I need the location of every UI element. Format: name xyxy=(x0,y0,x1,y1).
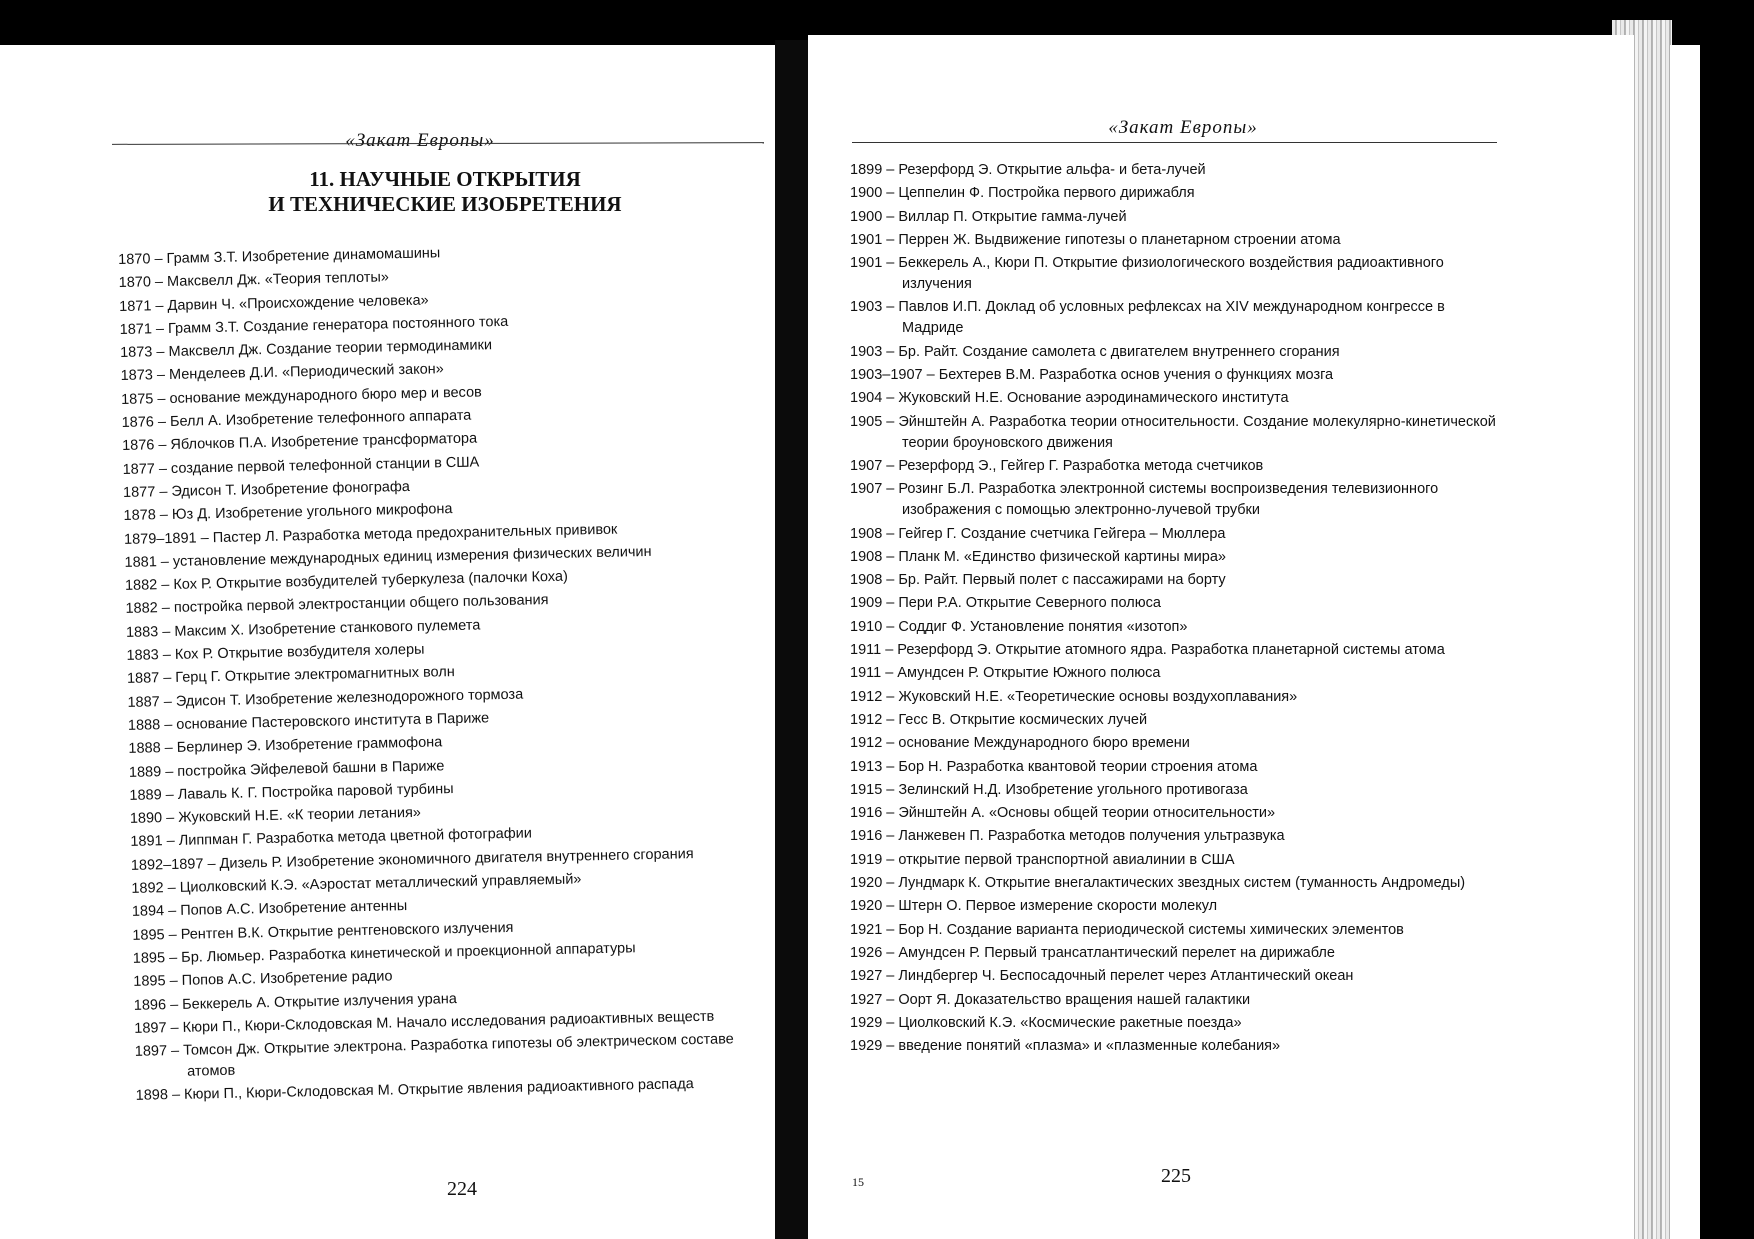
timeline-entry: 1911 – Амундсен Р. Открытие Южного полюса xyxy=(850,665,1161,682)
timeline-entry: 1873 – Менделеев Д.И. «Периодический закон» xyxy=(120,361,444,385)
timeline-entry: 1870 – Максвелл Дж. «Теория теплоты» xyxy=(118,269,390,292)
timeline-entry: 1879–1891 – Пастер Л. Разработка метода предохранительных прививок xyxy=(123,521,618,548)
timeline-entry: 1919 – открытие первой транспортной авиалинии в США xyxy=(850,851,1235,868)
timeline-entry: 1900 – Виллар П. Открытие гамма-лучей xyxy=(850,208,1127,225)
timeline-entry: 1903 – Павлов И.П. Доклад об условных рефлексах на XIV международном конгрессе в Мадриде xyxy=(850,299,1445,337)
timeline-entry: 1875 – основание международного бюро мер и весов xyxy=(120,384,482,408)
timeline-entry: 1920 – Штерн О. Первое измерение скорости молекул xyxy=(850,898,1218,915)
timeline-entry: 1907 – Резерфорд Э., Гейгер Г. Разработка метода счетчиков xyxy=(850,457,1264,474)
timeline-entry: 1888 – основание Пастеровского института в Париже xyxy=(127,710,490,734)
timeline-entry: 1873 – Максвелл Дж. Создание теории термодинамики xyxy=(119,337,493,362)
timeline-entry: 1894 – Попов А.С. Изобретение антенны xyxy=(131,898,408,921)
timeline-entry: 1882 – Кох Р. Открытие возбудителей туберкулеза (палочки Коха) xyxy=(124,568,568,595)
timeline-entry: 1910 – Соддиг Ф. Установление понятия «изотоп» xyxy=(850,618,1188,635)
header-rule xyxy=(852,142,1497,143)
timeline-entry: 1916 – Эйнштейн А. «Основы общей теории относительности» xyxy=(850,805,1276,822)
timeline-entry: 1907 – Розинг Б.Л. Разработка электронной системы воспроизведения телевизионного изображения с помощью электронно-лучевой трубки xyxy=(850,481,1439,519)
timeline-entry: 1881 – установление международных единиц измерения физических величин xyxy=(124,543,652,571)
timeline-entry: 1903–1907 – Бехтерев В.М. Разработка основ учения о функциях мозга xyxy=(850,367,1334,384)
timeline-entry: 1888 – Берлинер Э. Изобретение граммофона xyxy=(128,734,443,758)
timeline-entry: 1892 – Циолковский К.Э. «Аэростат металлический управляемый» xyxy=(131,871,582,897)
running-head: «Закат Европы» xyxy=(1108,117,1258,138)
timeline-entry: 1871 – Грамм З.Т. Создание генератора постоянного тока xyxy=(119,313,509,338)
right-page xyxy=(808,35,1634,1239)
timeline-entry: 1915 – Зелинский Н.Д. Изобретение угольного противогаза xyxy=(850,781,1248,798)
timeline-entry: 1887 – Эдисон Т. Изобретение железнодорожного тормоза xyxy=(127,686,524,711)
timeline-entry: 1887 – Герц Г. Открытие электромагнитных волн xyxy=(126,664,455,688)
timeline-entry: 1912 – основание Международного бюро времени xyxy=(850,735,1190,752)
timeline-entry: 1895 – Бр. Люмьер. Разработка кинетической и проекционной аппаратуры xyxy=(132,940,636,967)
timeline-entry: 1891 – Липпман Г. Разработка метода цветной фотографии xyxy=(130,825,533,851)
timeline-entry: 1909 – Пери Р.А. Открытие Северного полюса xyxy=(850,595,1161,612)
timeline-entry: 1876 – Яблочков П.А. Изобретение трансформатора xyxy=(121,430,478,455)
timeline-entry: 1920 – Лундмарк К. Открытие внегалактических звездных систем (туманность Андромеды) xyxy=(850,875,1466,892)
timeline-entry: 1900 – Цеппелин Ф. Постройка первого дирижабля xyxy=(850,185,1195,202)
timeline-entry: 1908 – Гейгер Г. Создание счетчика Гейгера – Мюллера xyxy=(850,525,1226,542)
timeline-entry: 1878 – Юз Д. Изобретение угольного микрофона xyxy=(123,501,453,525)
timeline-entry: 1921 – Бор Н. Создание варианта периодической системы химических элементов xyxy=(850,921,1404,938)
timeline-entry: 1883 – Максим Х. Изобретение станкового пулемета xyxy=(125,617,481,641)
timeline-entry: 1908 – Бр. Райт. Первый полет с пассажирами на борту xyxy=(850,572,1226,589)
timeline-entry: 1877 – Эдисон Т. Изобретение фонографа xyxy=(122,478,411,501)
timeline-entry: 1927 – Линдбергер Ч. Беспосадочный перелет через Атлантический океан xyxy=(850,968,1354,985)
timeline-entry: 1927 – Оорт Я. Доказательство вращения нашей галактики xyxy=(850,991,1251,1008)
timeline-entry: 1898 – Кюри П., Кюри-Склодовская М. Открытие явления радиоактивного распада xyxy=(135,1076,694,1105)
chapter-title-line1: 11. НАУЧНЫЕ ОТКРЫТИЯ xyxy=(309,167,581,191)
timeline-entry: 1889 – Лаваль К. Г. Постройка паровой турбины xyxy=(129,780,454,804)
timeline-entry: 1897 – Томсон Дж. Открытие электрона. Разработка гипотезы об электрическом составе атомов xyxy=(134,1031,734,1080)
timeline-entry: 1895 – Попов А.С. Изобретение радио xyxy=(133,968,393,991)
page-number: 225 xyxy=(1161,1165,1191,1187)
timeline-entry: 1892–1897 – Дизель Р. Изобретение экономичного двигателя внутреннего сгорания xyxy=(130,845,694,874)
running-head: «Закат Европы» xyxy=(345,130,495,151)
page-number: 224 xyxy=(447,1178,477,1200)
timeline-entry: 1916 – Ланжевен П. Разработка методов получения ультразвука xyxy=(850,828,1285,845)
timeline-entry: 1890 – Жуковский Н.Е. «К теории летания» xyxy=(129,804,422,827)
timeline-entry: 1929 – Циолковский К.Э. «Космические ракетные поезда» xyxy=(850,1014,1242,1031)
timeline-entry: 1903 – Бр. Райт. Создание самолета с двигателем внутреннего сгорания xyxy=(850,343,1340,360)
timeline-entry: 1870 – Грамм З.Т. Изобретение динамомашины xyxy=(118,245,441,268)
timeline-entry: 1889 – постройка Эйфелевой башни в Париже xyxy=(128,757,445,781)
timeline-entry: 1876 – Белл А. Изобретение телефонного аппарата xyxy=(121,407,472,432)
timeline-entry: 1911 – Резерфорд Э. Открытие атомного ядра. Разработка планетарной системы атома xyxy=(850,642,1445,659)
timeline-entry: 1905 – Эйнштейн А. Разработка теории относительности. Создание молекулярно-кинетической теории броуновского движения xyxy=(850,413,1496,451)
timeline-list xyxy=(850,160,1510,1059)
timeline-entry: 1871 – Дарвин Ч. «Происхождение человека» xyxy=(119,292,429,315)
timeline-entry: 1882 – постройка первой электростанции общего пользования xyxy=(125,592,549,618)
timeline-entry: 1913 – Бор Н. Разработка квантовой теории строения атома xyxy=(850,758,1258,775)
left-page xyxy=(0,45,775,1239)
timeline-list xyxy=(118,237,766,1110)
page-edge-margin xyxy=(1670,45,1700,1239)
timeline-entry: 1912 – Жуковский Н.Е. «Теоретические основы воздухоплавания» xyxy=(850,688,1298,705)
timeline-entry: 1897 – Кюри П., Кюри-Склодовская М. Начало исследования радиоактивных веществ xyxy=(134,1008,715,1037)
timeline-entry: 1877 – создание первой телефонной станции в США xyxy=(122,454,480,478)
timeline-entry: 1899 – Резерфорд Э. Открытие альфа- и бета-лучей xyxy=(850,162,1206,178)
signature-mark: 15 xyxy=(852,1175,864,1189)
timeline-entry: 1926 – Амундсен Р. Первый трансатлантический перелет на дирижабле xyxy=(850,944,1335,961)
timeline-entry: 1908 – Планк М. «Единство физической картины мира» xyxy=(850,548,1226,565)
chapter-title-line2: И ТЕХНИЧЕСКИЕ ИЗОБРЕТЕНИЯ xyxy=(268,192,622,216)
timeline-entry: 1895 – Рентген В.К. Открытие рентгеновского излучения xyxy=(132,919,514,944)
timeline-entry: 1901 – Беккерель А., Кюри П. Открытие физиологического воздействия радиоактивного излучения xyxy=(850,255,1444,293)
timeline-entry: 1912 – Гесс В. Открытие космических лучей xyxy=(850,711,1148,728)
timeline-entry: 1883 – Кох Р. Открытие возбудителя холеры xyxy=(126,641,425,664)
timeline-entry: 1904 – Жуковский Н.Е. Основание аэродинамического института xyxy=(850,390,1289,407)
timeline-entry: 1896 – Беккерель А. Открытие излучения урана xyxy=(133,990,457,1014)
timeline-entry: 1929 – введение понятий «плазма» и «плазменные колебания» xyxy=(850,1038,1281,1055)
chapter-title xyxy=(240,167,650,217)
timeline-entry: 1901 – Перрен Ж. Выдвижение гипотезы о планетарном строении атома xyxy=(850,231,1341,248)
book-gutter xyxy=(775,40,808,1239)
